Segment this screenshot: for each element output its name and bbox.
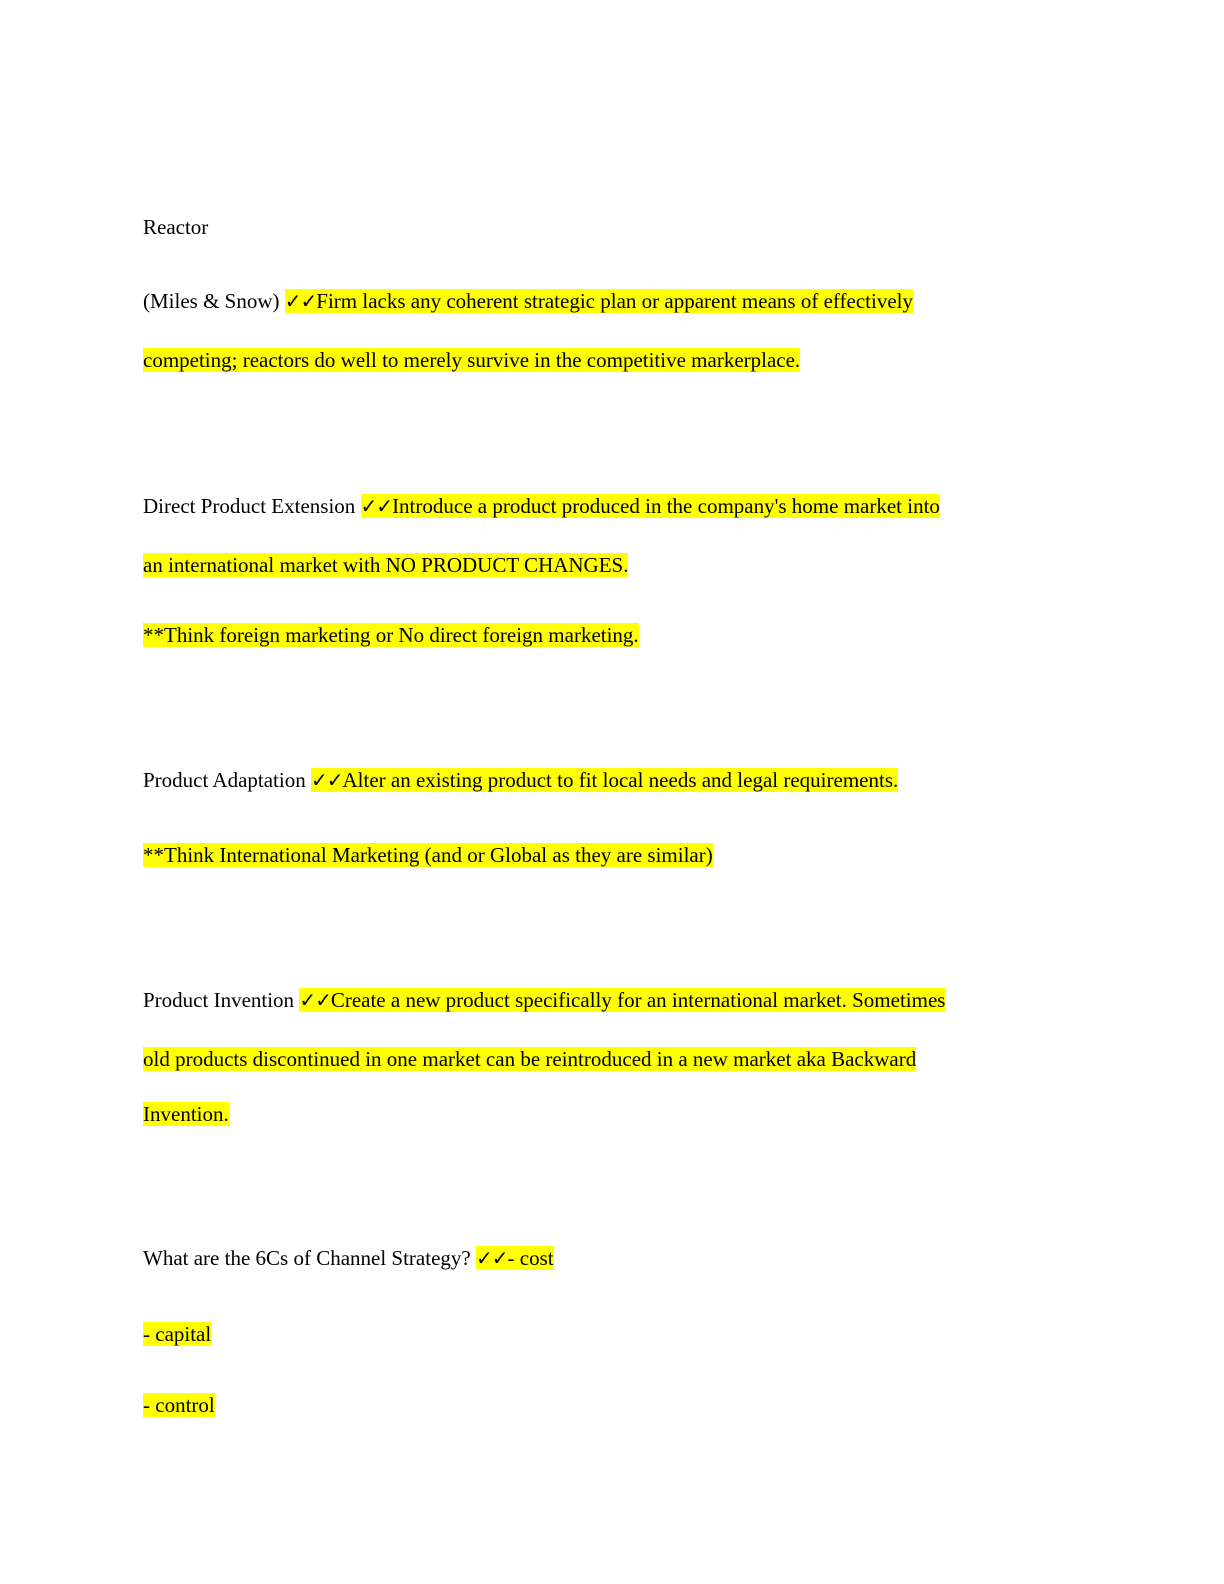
list-item: - capital [143, 1322, 212, 1346]
term-reactor-qualifier: (Miles & Snow) [143, 289, 280, 313]
list-item: - cost [507, 1246, 554, 1270]
definition-text: Firm lacks any coherent strategic plan or apparent means of effectively [316, 289, 913, 313]
definition-line [143, 985, 945, 1015]
highlighted-text [476, 1246, 554, 1270]
definition-line [143, 1044, 916, 1074]
highlighted-text [285, 289, 913, 313]
definition-text: old products discontinued in one market can be reintroduced in a new market aka Backward [143, 1047, 917, 1071]
definition-line [143, 550, 628, 580]
definition-note: **Think foreign marketing or No direct foreign marketing. [143, 623, 639, 647]
term-product-invention: Product Invention [143, 988, 295, 1012]
term-direct-product-extension: Direct Product Extension [143, 494, 356, 518]
highlighted-text [361, 494, 940, 518]
definition-line [143, 1319, 211, 1349]
definition-line [143, 620, 639, 650]
definition-line [143, 286, 913, 316]
double-check-icon: ✓✓ [360, 494, 393, 518]
definition-line [143, 765, 898, 795]
definition-text: competing; reactors do well to merely survive in the competitive markerplace. [143, 348, 801, 372]
double-check-icon: ✓✓ [284, 289, 317, 313]
definition-text: Invention. [143, 1102, 229, 1126]
double-check-icon: ✓✓ [310, 768, 343, 792]
definition-text: an international market with NO PRODUCT CHANGES. [143, 553, 629, 577]
highlighted-text [299, 988, 945, 1012]
definition-line [143, 491, 940, 521]
term-6cs-question: What are the 6Cs of Channel Strategy? [143, 1246, 471, 1270]
definition-text: Create a new product specifically for an international market. Sometimes [330, 988, 946, 1012]
list-item: - control [143, 1393, 215, 1417]
highlighted-text [311, 768, 898, 792]
term-reactor: Reactor [143, 215, 209, 239]
definition-line [143, 1243, 554, 1273]
definition-line [143, 345, 800, 375]
double-check-icon: ✓✓ [475, 1246, 508, 1270]
double-check-icon: ✓✓ [299, 988, 331, 1012]
definition-note: **Think International Marketing (and or Global as they are similar) [143, 843, 713, 867]
term-product-adaptation: Product Adaptation [143, 768, 306, 792]
definition-line [143, 1099, 229, 1129]
definition-text: Introduce a product produced in the company's home market into [392, 494, 940, 518]
definition-line [143, 1390, 215, 1420]
definition-text: Alter an existing product to fit local needs and legal requirements. [342, 768, 899, 792]
definition-line [143, 840, 713, 870]
